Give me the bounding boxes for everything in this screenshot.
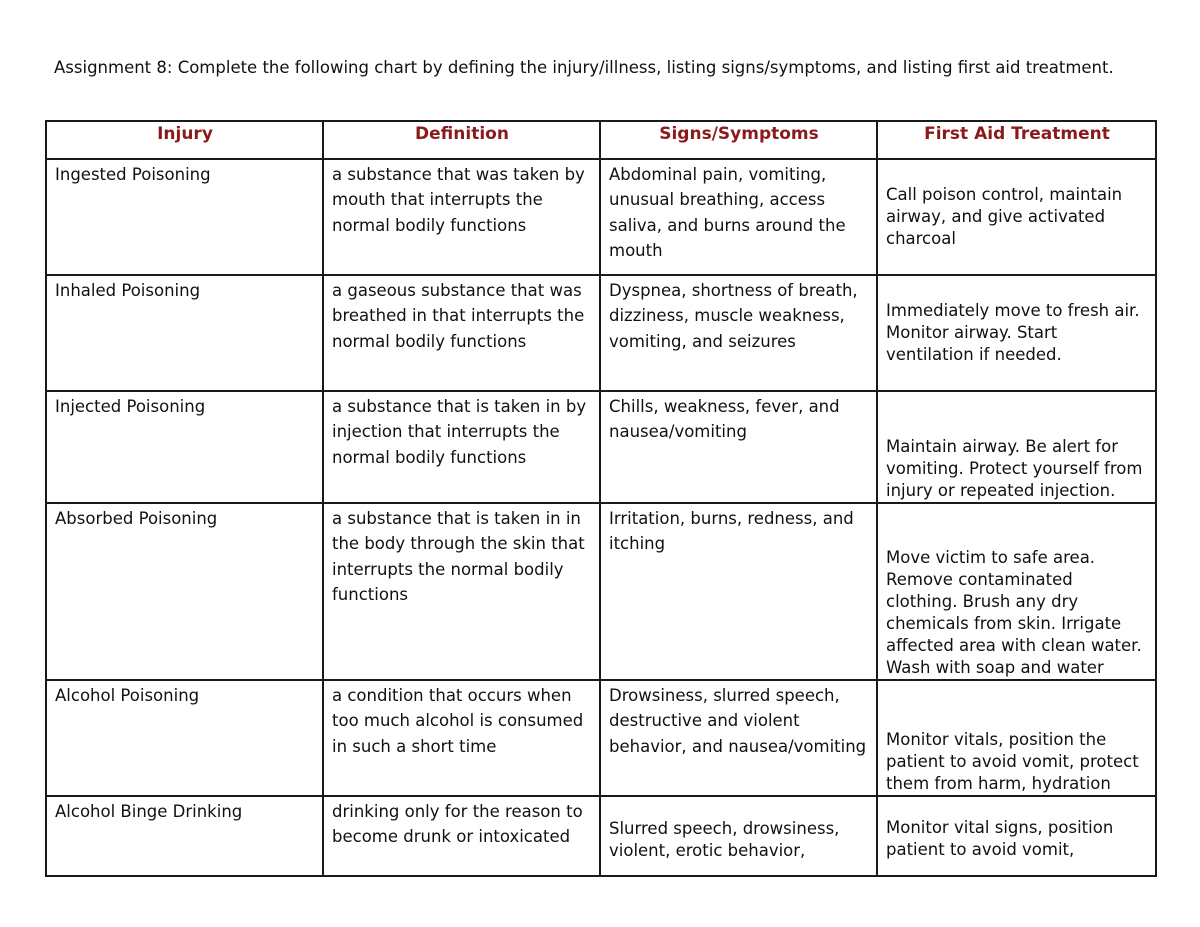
header-definition: Definition (323, 121, 600, 159)
injury-cell: Injected Poisoning (46, 391, 323, 503)
assignment-instructions: Assignment 8: Complete the following chart by defining the injury/illness, listing signs/symptoms, and listing first aid treatment. (54, 58, 1114, 77)
injury-cell: Alcohol Poisoning (46, 680, 323, 796)
signs-cell: Irritation, burns, redness, and itching (600, 503, 877, 680)
table-row (46, 391, 1156, 503)
table-row (46, 796, 1156, 876)
injury-cell: Ingested Poisoning (46, 159, 323, 275)
treatment-cell: Monitor vitals, position the patient to avoid vomit, protect them from harm, hydration (877, 680, 1156, 796)
definition-cell: a condition that occurs when too much alcohol is consumed in such a short time (323, 680, 600, 796)
treatment-cell: Immediately move to fresh air. Monitor airway. Start ventilation if needed. (877, 275, 1156, 391)
definition-cell: a substance that is taken in by injection that interrupts the normal bodily functions (323, 391, 600, 503)
header-signs-symptoms: Signs/Symptoms (600, 121, 877, 159)
treatment-cell: Monitor vital signs, position patient to avoid vomit, (877, 796, 1156, 876)
definition-cell: a gaseous substance that was breathed in that interrupts the normal bodily functions (323, 275, 600, 391)
table-row (46, 159, 1156, 275)
header-injury: Injury (46, 121, 323, 159)
first-aid-chart (45, 120, 1157, 877)
table-row (46, 275, 1156, 391)
signs-cell: Slurred speech, drowsiness, violent, erotic behavior, (600, 796, 877, 876)
definition-cell: a substance that is taken in in the body through the skin that interrupts the normal bodily functions (323, 503, 600, 680)
injury-cell: Alcohol Binge Drinking (46, 796, 323, 876)
signs-cell: Drowsiness, slurred speech, destructive and violent behavior, and nausea/vomiting (600, 680, 877, 796)
header-row (46, 121, 1156, 159)
table-row (46, 503, 1156, 680)
treatment-cell: Call poison control, maintain airway, and give activated charcoal (877, 159, 1156, 275)
definition-cell: a substance that was taken by mouth that interrupts the normal bodily functions (323, 159, 600, 275)
signs-cell: Abdominal pain, vomiting, unusual breathing, access saliva, and burns around the mouth (600, 159, 877, 275)
injury-cell: Inhaled Poisoning (46, 275, 323, 391)
signs-cell: Dyspnea, shortness of breath, dizziness, muscle weakness, vomiting, and seizures (600, 275, 877, 391)
header-first-aid-treatment: First Aid Treatment (877, 121, 1156, 159)
treatment-cell: Maintain airway. Be alert for vomiting. Protect yourself from injury or repeated injection. (877, 391, 1156, 503)
treatment-cell: Move victim to safe area. Remove contaminated clothing. Brush any dry chemicals from skin. Irrigate affected area with clean water. Wash with soap and water (877, 503, 1156, 680)
table-row (46, 680, 1156, 796)
signs-cell: Chills, weakness, fever, and nausea/vomiting (600, 391, 877, 503)
definition-cell: drinking only for the reason to become drunk or intoxicated (323, 796, 600, 876)
injury-cell: Absorbed Poisoning (46, 503, 323, 680)
